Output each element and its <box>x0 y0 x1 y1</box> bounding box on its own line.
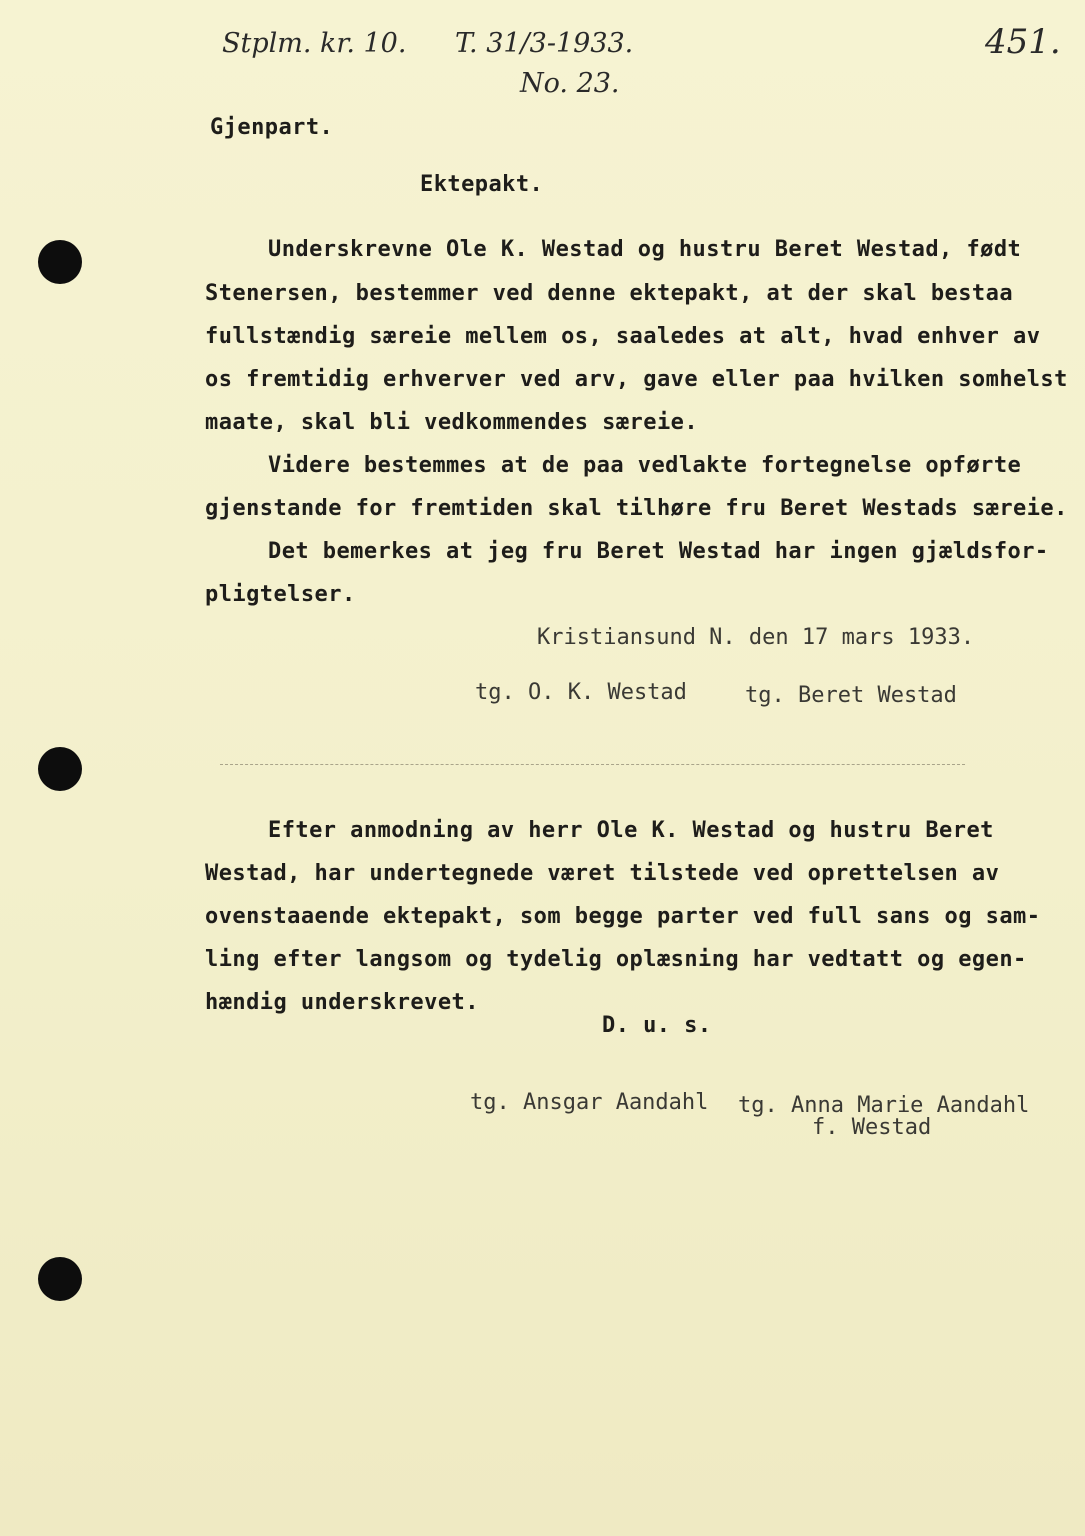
page-number: 451. <box>985 22 1061 62</box>
divider-line <box>220 764 965 765</box>
signature-beret-westad: tg. Beret Westad <box>745 683 957 708</box>
punch-hole <box>38 240 82 284</box>
text-line: gjenstande for fremtiden skal tilhøre fru Beret Westads særeie. <box>205 496 1068 521</box>
text-line: Stenersen, bestemmer ved denne ektepakt, at der skal bestaa <box>205 281 1014 306</box>
text-line: pligtelser. <box>205 582 356 607</box>
signature-ole-westad: tg. O. K. Westad <box>475 680 687 705</box>
text-line: ling efter langsom og tydelig oplæsning har vedtatt og egen- <box>205 947 1027 972</box>
punch-hole <box>38 747 82 791</box>
text-line: hændig underskrevet. <box>205 990 479 1015</box>
text-line: maate, skal bli vedkommendes særeie. <box>205 410 699 435</box>
text-line: fullstændig særeie mellem os, saaledes at alt, hvad enhver av <box>205 324 1041 349</box>
copy-label: Gjenpart. <box>210 115 334 140</box>
text-line: Videre bestemmes at de paa vedlakte fortegnelse opførte <box>268 453 1022 478</box>
text-line: Efter anmodning av herr Ole K. Westad og hustru Beret <box>268 818 994 843</box>
signature-ansgar-aandahl: tg. Ansgar Aandahl <box>470 1090 709 1115</box>
document-title: Ektepakt. <box>420 172 544 197</box>
text-line: Underskrevne Ole K. Westad og hustru Beret Westad, født <box>268 237 1022 262</box>
dus-abbreviation: D. u. s. <box>602 1013 712 1038</box>
text-line: os fremtidig erhverver ved arv, gave eller paa hvilken somhelst <box>205 367 1068 392</box>
signature-maiden-name: f. Westad <box>812 1115 932 1140</box>
stamp-fee-note: Stplm. kr. 10. <box>222 28 407 59</box>
text-line: ovenstaaende ektepakt, som begge parter ved full sans og sam- <box>205 904 1041 929</box>
text-line: Westad, har undertegnede været tilstede ved oprettelsen av <box>205 861 1000 886</box>
place-and-date: Kristiansund N. den 17 mars 1933. <box>537 625 975 650</box>
punch-hole <box>38 1257 82 1301</box>
text-line: Det bemerkes at jeg fru Beret Westad har ingen gjældsfor- <box>268 539 1049 564</box>
handwritten-date: T. 31/3-1933. <box>455 28 634 59</box>
handwritten-number: No. 23. <box>520 68 620 99</box>
signature-anna-marie-aandahl: tg. Anna Marie Aandahl <box>738 1093 1030 1118</box>
